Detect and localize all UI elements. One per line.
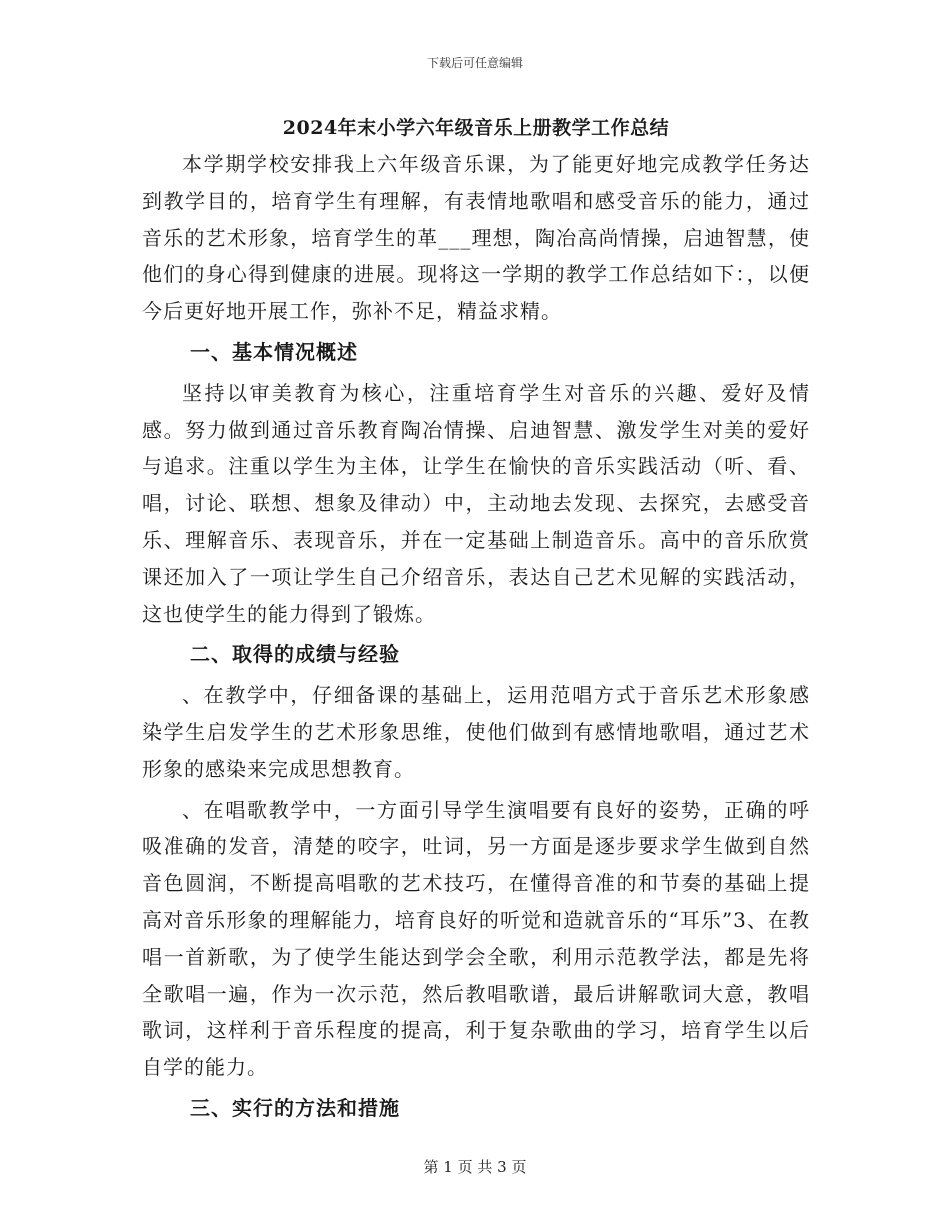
page-number-indicator: 第 1 页 共 3 页: [423, 1158, 527, 1176]
section-paragraph-achievements-2: 、在唱歌教学中，一方面引导学生演唱要有良好的姿势，正确的呼吸准确的发音，清楚的咬字，吐词，另一方面是逐步要求学生做到自然音色圆润，不断提高唱歌的艺术技巧，在懂得音准的和节奏的基础上提高对音乐形象的理解能力，培育良好的听觉和造就音乐的“耳乐”3、在教唱一首新歌，为了使学生能达到学会全歌，利用示范教学法，都是先将全歌唱一遍，作为一次示范，然后教唱歌谱，最后讲解歌词大意，教唱歌词，这样利于音乐程度的提高，利于复杂歌曲的学习，培育学生以后自学的能力。: [142, 797, 810, 1080]
section-paragraph-achievements-1: 、在教学中，仔细备课的基础上，运用范唱方式于音乐艺术形象感染学生启发学生的艺术形象思维，使他们做到有感情地歌唱，通过艺术形象的感染来完成思想教育。: [142, 683, 810, 781]
section-paragraph-basic-overview: 坚持以审美教育为核心，注重培育学生对音乐的兴趣、爱好及情感。努力做到通过音乐教育陶冶情操、启迪智慧、激发学生对美的爱好与追求。注重以学生为主体，让学生在愉快的音乐实践活动（听、看、唱，讨论、联想、想象及律动）中，主动地去发现、去探究，去感受音乐、理解音乐、表现音乐，并在一定基础上制造音乐。高中的音乐欣赏课还加入了一项让学生自己介绍音乐，表达自己艺术见解的实践活动，这也使学生的能力得到了锻炼。: [142, 380, 810, 626]
document-title: 2024年末小学六年级音乐上册教学工作总结: [282, 117, 670, 139]
section-heading-basic-overview: 一、基本情况概述: [190, 339, 358, 364]
section-heading-methods: 三、实行的方法和措施: [190, 1095, 400, 1120]
page-header-note: 下载后可任意编辑: [426, 56, 523, 70]
document-body: [142, 110, 810, 1127]
section-heading-achievements: 二、取得的成绩与经验: [190, 642, 400, 667]
intro-paragraph: 本学期学校安排我上六年级音乐课，为了能更好地完成教学任务达到教学目的，培育学生有理解，有表情地歌唱和感受音乐的能力，通过音乐的艺术形象，培育学生的革___理想，陶冶高尚情操，启迪智慧，使他们的身心得到健康的进展。现将这一学期的教学工作总结如下：，以便今后更好地开展工作，弥补不足，精益求精。: [142, 152, 810, 324]
